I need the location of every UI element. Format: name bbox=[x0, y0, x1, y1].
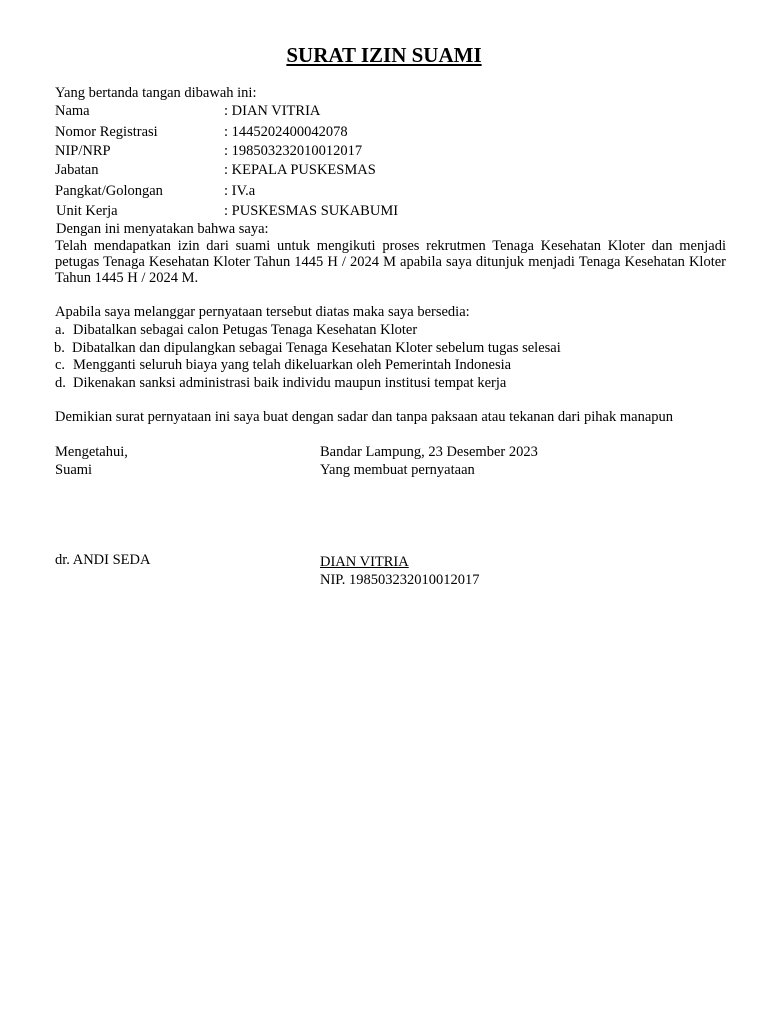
right-signature-role: Yang membuat pernyataan bbox=[320, 462, 475, 478]
list-marker: b. bbox=[54, 340, 65, 356]
list-text: Mengganti seluruh biaya yang telah dikeluarkan oleh Pemerintah Indonesia bbox=[73, 357, 512, 373]
left-signature-role: Suami bbox=[55, 462, 93, 478]
list-marker: a. bbox=[55, 322, 66, 338]
list-item bbox=[55, 356, 511, 374]
document-title: SURAT IZIN SUAMI bbox=[286, 43, 482, 67]
list-item bbox=[55, 374, 506, 392]
list-item bbox=[55, 321, 417, 339]
left-signature-name: dr. ANDI SEDA bbox=[55, 552, 151, 568]
statement-intro: Dengan ini menyatakan bahwa saya: bbox=[56, 221, 269, 237]
field-label-work-unit: Unit Kerja bbox=[56, 203, 118, 219]
field-value-name: : DIAN VITRIA bbox=[224, 103, 321, 119]
statement-paragraph: Telah mendapatkan izin dari suami untuk mengikuti proses rekrutmen Tenaga Kesehatan Kloter dan menjadi petugas Tenaga Kesehatan Kloter Tahun 1445 H / 2024 M apabila saya ditunjuk menjadi Tenaga Kesehatan Kloter Tahun 1445 H / 2024 M. bbox=[55, 238, 726, 286]
list-text: Dikenakan sanksi administrasi baik individu maupun institusi tempat kerja bbox=[73, 375, 507, 391]
field-label-rank: Pangkat/Golongan bbox=[55, 183, 163, 199]
field-label-nip: NIP/NRP bbox=[55, 143, 111, 159]
list-text: Dibatalkan sebagai calon Petugas Tenaga Kesehatan Kloter bbox=[73, 322, 418, 338]
intro-text: Yang bertanda tangan dibawah ini: bbox=[55, 85, 257, 101]
right-signature-name: DIAN VITRIA bbox=[320, 554, 409, 570]
field-label-position: Jabatan bbox=[55, 162, 99, 178]
field-value-position: : KEPALA PUSKESMAS bbox=[224, 162, 376, 178]
list-marker: d. bbox=[55, 375, 66, 391]
closing-statement: Demikian surat pernyataan ini saya buat dengan sadar dan tanpa paksaan atau tekanan dari pihak manapun bbox=[55, 409, 674, 425]
field-label-name: Nama bbox=[55, 103, 90, 119]
list-text: Dibatalkan dan dipulangkan sebagai Tenaga Kesehatan Kloter sebelum tugas selesai bbox=[72, 340, 561, 356]
field-value-nip: : 198503232010012017 bbox=[224, 143, 363, 159]
field-value-work-unit: : PUSKESMAS SUKABUMI bbox=[224, 203, 399, 219]
field-value-rank: : IV.a bbox=[224, 183, 256, 199]
left-signature-heading: Mengetahui, bbox=[55, 444, 128, 460]
list-marker: c. bbox=[55, 357, 66, 373]
field-label-registration: Nomor Registrasi bbox=[55, 124, 158, 140]
violation-intro: Apabila saya melanggar pernyataan tersebut diatas maka saya bersedia: bbox=[55, 304, 470, 320]
field-value-registration: : 1445202400042078 bbox=[224, 124, 348, 140]
right-signature-nip: NIP. 198503232010012017 bbox=[320, 572, 480, 588]
place-and-date: Bandar Lampung, 23 Desember 2023 bbox=[320, 444, 538, 460]
list-item bbox=[54, 339, 561, 357]
